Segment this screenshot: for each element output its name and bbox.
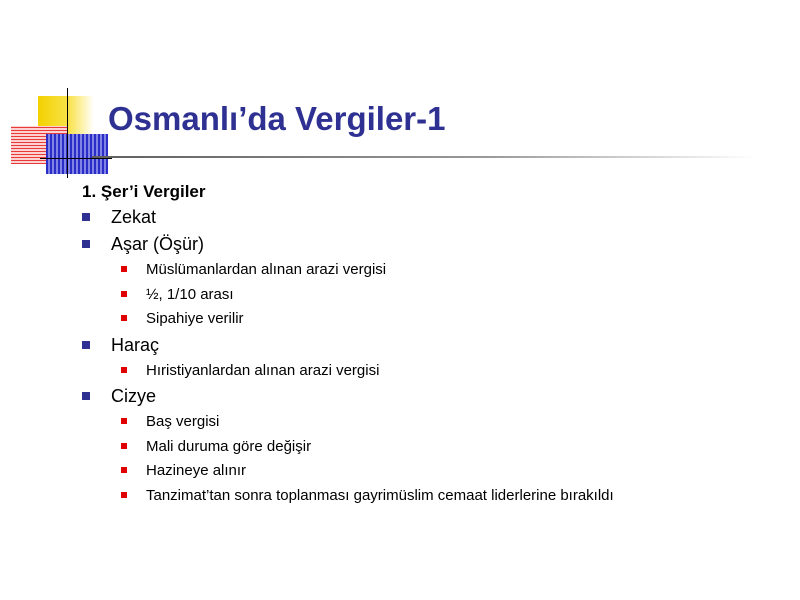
decorative-horizontal-line [40, 158, 112, 159]
sub-bullet-item [82, 459, 772, 484]
slide-title: Osmanlı’da Vergiler-1 [108, 100, 446, 137]
sub-bullet-label: Baş vergisi [146, 413, 220, 430]
sub-bullet-label: ½, 1/10 arası [146, 285, 234, 303]
square-bullet-icon [82, 213, 90, 221]
square-bullet-icon [82, 341, 90, 349]
decorative-blue-square [46, 134, 108, 174]
bullet-label: Aşar (Öşür) [111, 234, 205, 254]
sub-bullet-item [82, 484, 772, 509]
decorative-vertical-line [67, 88, 68, 178]
square-bullet-icon [121, 367, 127, 373]
sub-bullet-label: Sipahiye verilir [146, 310, 244, 327]
sub-bullet-label: Mali duruma göre değişir [146, 437, 312, 455]
sub-bullet-label: Hazineye alınır [146, 462, 247, 479]
square-bullet-icon [121, 315, 127, 321]
title-underline [92, 156, 756, 158]
square-bullet-icon [82, 392, 90, 400]
square-bullet-icon [121, 443, 127, 449]
square-bullet-icon [121, 266, 127, 272]
square-bullet-icon [121, 418, 127, 424]
sub-bullet-label: Tanzimat’tan sonra toplanması gayrimüslim cemaat liderlerine bırakıldı [146, 486, 614, 504]
square-bullet-icon [121, 291, 127, 297]
sub-bullet-item [82, 435, 772, 460]
sub-bullet-item [82, 307, 772, 332]
sub-bullet-item [82, 258, 772, 283]
bullet-label: Zekat [111, 207, 157, 227]
bullet-item-asar [82, 231, 772, 258]
bullet-item-harac [82, 332, 772, 359]
sub-bullet-item [82, 359, 772, 384]
section-heading: 1. Şer’i Vergiler [82, 182, 206, 201]
bullet-item-cizye [82, 383, 772, 410]
sub-bullet-label: Hıristiyanlardan alınan arazi vergisi [146, 361, 380, 379]
slide-content [82, 180, 772, 508]
bullet-label: Cizye [111, 386, 157, 406]
sub-bullet-label: Müslümanlardan alınan arazi vergisi [146, 261, 387, 278]
sub-bullet-item [82, 410, 772, 435]
square-bullet-icon [82, 240, 90, 248]
bullet-label: Haraç [111, 334, 160, 355]
square-bullet-icon [121, 467, 127, 473]
bullet-item-zekat [82, 204, 772, 231]
square-bullet-icon [121, 492, 127, 498]
sub-bullet-item [82, 283, 772, 308]
